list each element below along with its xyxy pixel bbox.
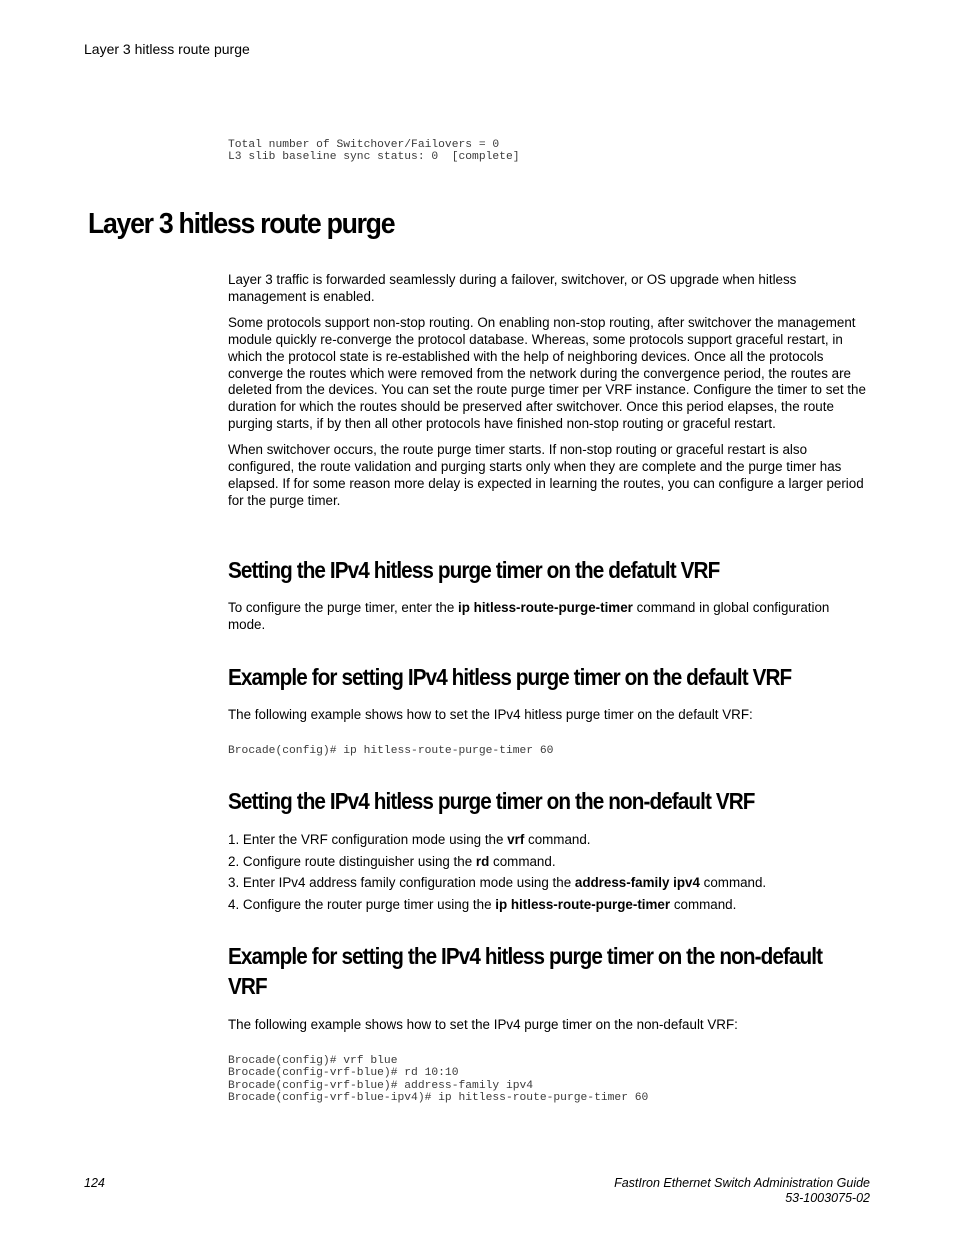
command-name: ip hitless-route-purge-timer [458, 600, 633, 615]
step-number: 3. [228, 875, 240, 890]
command-name: rd [475, 853, 490, 869]
top-code-block [228, 139, 520, 164]
step-item [228, 897, 868, 919]
guide-title: FastIron Ethernet Switch Administration Guide [614, 1176, 870, 1190]
code-line: L3 slib baseline sync status: 0 [complete] [228, 151, 520, 164]
command-name: vrf [507, 832, 525, 847]
page-number: 124 [84, 1176, 105, 1190]
command-name: ip hitless-route-purge-timer [495, 896, 671, 912]
text: command in global configuration mode. [228, 600, 830, 632]
sub4-body [228, 1017, 868, 1034]
text: command. [489, 853, 556, 869]
sub1-body [228, 600, 868, 634]
sub2-body [228, 707, 868, 724]
paragraph: Some protocols support non-stop routing. On enabling non-stop routing, after switchover the management module quickly re-converge the protocol database. Whereas, some protocols support graceful restart, in which the protocol state is re-established with the help of neighboring devices. Once all the protocols converge the routes which were removed from the network during the convergence period, the routes are deleted from the devices. You can set the route purge timer per VRF instance. Configure the timer to set the duration for which the routes should be preserved after switchover. Once this period elapses, the route purging starts, if by then all other protocols have finished non-stop routing or graceful restart. [228, 314, 866, 432]
paragraph: The following example shows how to set the IPv4 hitless purge timer on the default VRF: [228, 707, 753, 722]
intro-paragraphs [228, 272, 868, 510]
text: command. [699, 875, 767, 890]
paragraph: The following example shows how to set the IPv4 purge timer on the non-default VRF: [228, 1017, 738, 1032]
subsection-title: Setting the IPv4 hitless purge timer on the non-default VRF [228, 788, 755, 814]
text: command. [524, 832, 591, 847]
section-title: Layer 3 hitless route purge [88, 208, 395, 240]
code-line: Brocade(config)# vrf blue [228, 1055, 398, 1067]
text: Configure the router purge timer using the [242, 896, 496, 912]
text: command. [670, 896, 737, 912]
paragraph: Layer 3 traffic is forwarded seamlessly during a failover, switchover, or OS upgrade when hitless management is enabled. [228, 272, 797, 304]
paragraph: When switchover occurs, the route purge timer starts. If non-stop routing or graceful restart is also configured, the route validation and purging starts only when they are complete and the purge timer has elapsed. If for some reason more delay is expected in learning the routes, you can configure a larger period for the purge timer. [228, 442, 864, 508]
subsection-title: Setting the IPv4 hitless purge timer on the defatult VRF [228, 557, 720, 583]
steps-list [228, 832, 868, 918]
step-number: 4. [228, 896, 240, 912]
running-header: Layer 3 hitless route purge [84, 41, 250, 57]
code-line: Brocade(config-vrf-blue-ipv4)# ip hitless-route-purge-timer 60 [228, 1091, 649, 1104]
text: Configure route distinguisher using the [242, 853, 476, 869]
example-code-block [228, 1055, 648, 1104]
text: Enter the VRF configuration mode using the [242, 832, 508, 847]
code-line: Brocade(config-vrf-blue)# address-family ipv4 [228, 1079, 534, 1092]
step-number: 2. [228, 853, 240, 869]
step-item [228, 875, 868, 897]
step-number: 1. [228, 832, 240, 847]
text: Enter IPv4 address family configuration mode using the [242, 875, 575, 890]
footer-doc-info [614, 1176, 870, 1206]
code-line: Brocade(config-vrf-blue)# rd 10:10 [228, 1067, 459, 1080]
command-name: address-family ipv4 [574, 875, 700, 890]
step-item [228, 832, 868, 854]
code-line: Total number of Switchover/Failovers = 0 [228, 139, 500, 151]
paragraph [228, 600, 868, 634]
subsection-title: Example for setting IPv4 hitless purge timer on the default VRF [228, 664, 792, 690]
steps-list-container [228, 832, 868, 918]
code-line: Brocade(config)# ip hitless-route-purge-timer 60 [228, 745, 554, 757]
doc-number: 53-1003075-02 [785, 1191, 870, 1205]
step-item [228, 854, 868, 876]
subsection-title: Example for setting the IPv4 hitless purge timer on the non-default VRF [228, 943, 823, 999]
text: To configure the purge timer, enter the [228, 600, 459, 615]
example-code-block [228, 745, 553, 757]
